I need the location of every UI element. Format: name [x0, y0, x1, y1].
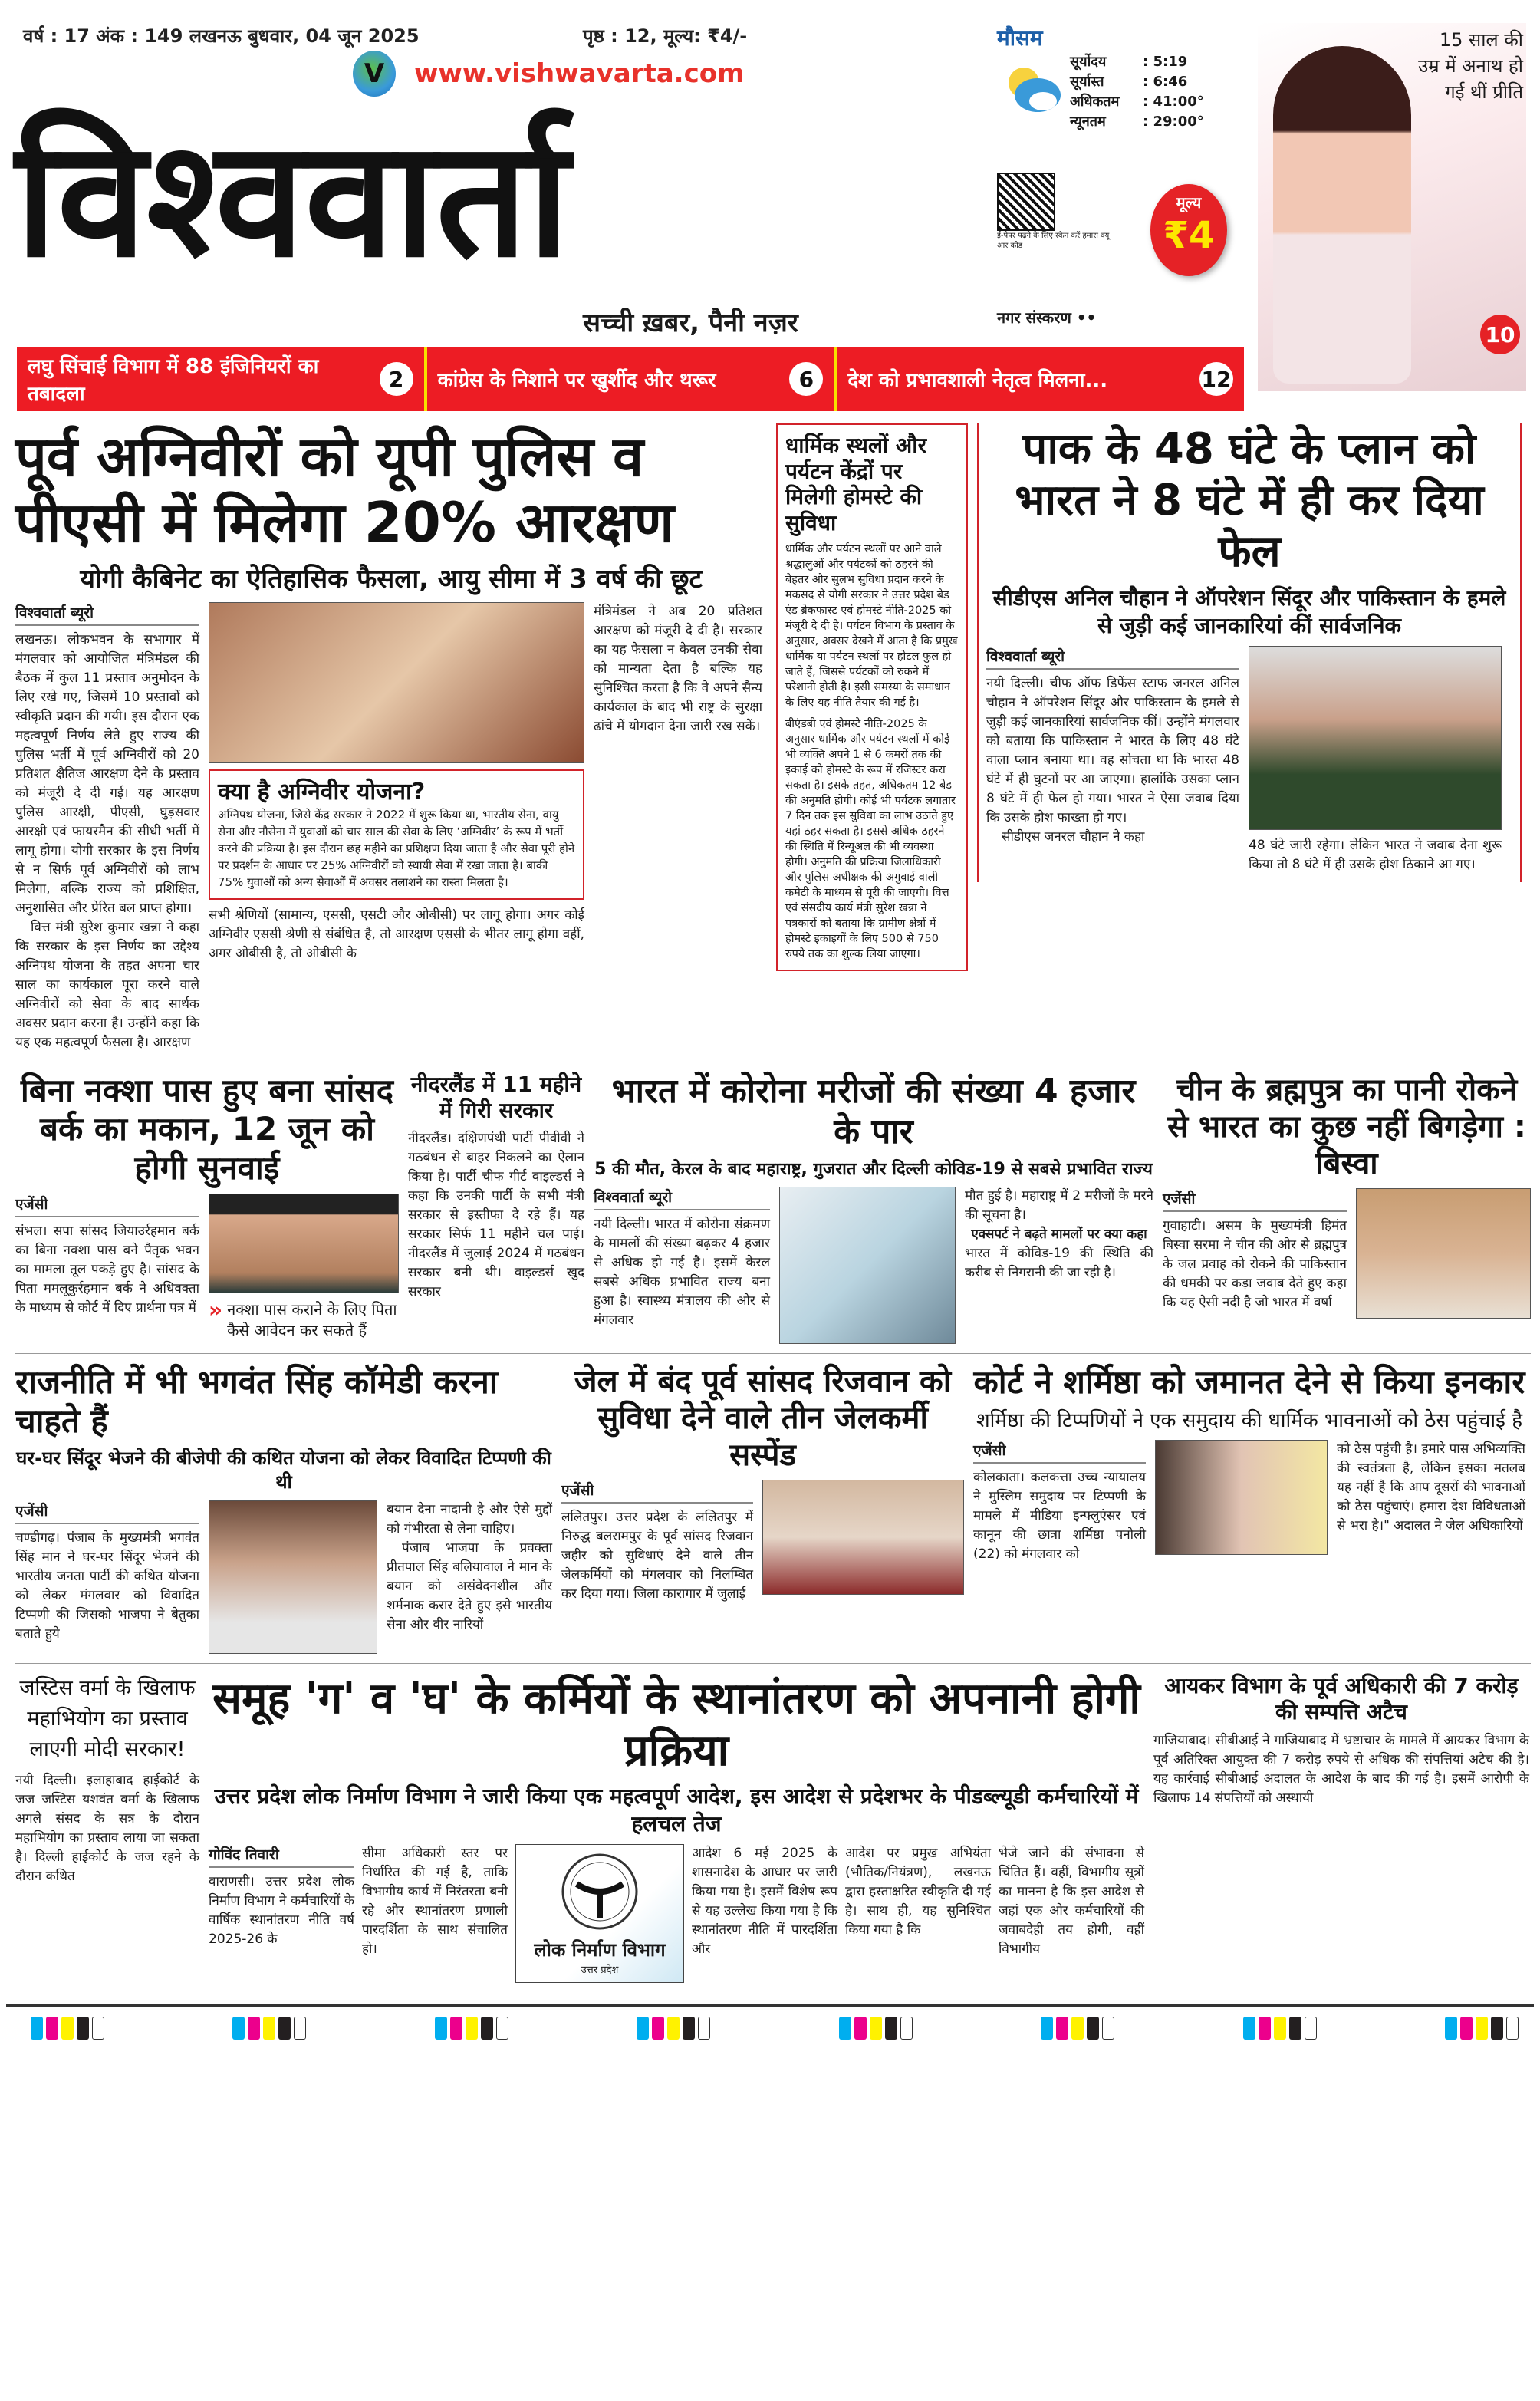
corona-story — [594, 1072, 1153, 1344]
pwd-story — [209, 1673, 1144, 1983]
article-paragraph: बयान देना नादानी है और ऐसे मुद्दों को गंभीरता से लेना चाहिए। — [387, 1502, 552, 1537]
qr-code-icon — [997, 173, 1055, 231]
article-paragraph: सीमा अधिकारी स्तर पर निर्धारित की गई है, ताकि विभागीय कार्य में निरंतरता बनी रहे और स्थानांतरण प्रणाली पारदर्शिता के साथ संचालित हो। — [362, 1846, 508, 1958]
celebrity-teaser[interactable] — [1258, 23, 1526, 391]
article-paragraph: गुवाहाटी। असम के मुख्यमंत्री हिमंत बिस्वा सरमा ने चीन की ओर से ब्रह्मपुत्र के जल प्रवाह को रोकने की पाकिस्तान की धमकी पर कड़ा जवाब देते हुए कहा कि यह ऐसी नदी है जो भारत में वर्षा — [1163, 1217, 1347, 1310]
netherlands-headline: नीदरलैंड में 11 महीने में गिरी सरकार — [410, 1071, 582, 1123]
byline: विश्ववार्ता ब्यूरो — [986, 646, 1239, 670]
weather-panel — [997, 23, 1235, 132]
teaser-page-number: 10 — [1480, 315, 1520, 354]
ticker-item[interactable] — [17, 347, 427, 411]
article-paragraph: सीडीएस जनरल चौहान ने कहा — [1002, 829, 1145, 845]
registration-marks — [0, 2007, 1540, 2055]
row-second — [15, 1062, 1531, 1353]
byline: गोविंद तिवारी — [209, 1844, 354, 1868]
cmyk-color-bar-icon — [435, 2017, 508, 2040]
celebrity-photo — [1273, 46, 1411, 384]
pwd-logo — [515, 1844, 684, 1983]
rizwan-photo — [762, 1480, 964, 1595]
weather-title: मौसम — [997, 25, 1043, 51]
article-paragraph: मंत्रिमंडल ने अब 20 प्रतिशत आरक्षण को मंजूरी दे दी है। सरकार का यह फैसला न केवल उनकी सेवा को मान्यता देता है बल्कि यह सुनिश्चित करता है कि वे अपने सैन्य कार्यकाल के बाद भी राष्ट्र के सुरक्षा ढांचे में योगदान देना जारी रख सकें। — [594, 603, 762, 734]
covid-lab-photo — [779, 1187, 956, 1344]
pak-subhead: सीडीएस अनिल चौहान ने ऑपरेशन सिंदूर और पाकिस्तान के हमले से जुड़ी कई जानकारियां कीं सार्वजनिक — [992, 585, 1506, 638]
ticker-page: 12 — [1199, 362, 1233, 396]
byline: विश्ववार्ता ब्यूरो — [15, 602, 199, 626]
logo-letter: V — [364, 58, 385, 89]
cds-chauhan-photo — [1249, 646, 1502, 830]
weather-row: अधिकतम : 41:00° — [1070, 94, 1204, 110]
article-paragraph: लखनऊ। लोकभवन के सभागार में मंगलवार को आयोजित मंत्रिमंडल की बैठक में कुल 11 प्रस्ताव अनुमोदन के लिए रखे गए, जिसमें 10 प्रस्तावों को स्वीकृति प्रदान की गयी। इस दौरान एक महत्वपूर्ण निर्णय लेते हुए राज्य की पुलिस भर्ती में पूर्व अग्निवीरों को 20 प्रतिशत क्षैतिज आरक्षण देने के प्रस्ताव को मंजूरी दे दी गई। यह आरक्षण पुलिस आरक्षी, पीएसी, घुड़सवार आरक्षी एवं फायरमैन की सीधी भर्ती में लागू होगा। योगी सरकार के इस निर्णय से न सिर्फ पूर्व अग्निवीरों को लाभ मिलेगा, बल्कि राज्य को प्रशिक्षित, अनुशासित और प्रेरित बल प्राप्त होगा। — [15, 631, 199, 916]
page-header — [0, 0, 1540, 407]
article-paragraph: नयी दिल्ली। भारत में कोरोना संक्रमण के मामलों की संख्या बढ़कर 4 हजार से अधिक हो गई है। इसमें केरल सबसे अधिक प्रभावित राज्य बना हुआ है। स्वास्थ्य मंत्रालय की ओर से मंगलवार — [594, 1217, 770, 1329]
ticker-text: देश को प्रभावशाली नेतृत्व मिलना... — [847, 369, 1108, 392]
article-paragraph: वाराणसी। उत्तर प्रदेश लोक निर्माण विभाग ने कर्मचारियों के वार्षिक स्थानांतरण नीति वर्ष 2025-26 के — [209, 1874, 354, 1948]
ticker-page: 6 — [789, 362, 823, 396]
sun-cloud-icon — [1001, 61, 1062, 115]
sharmishtha-headline: कोर्ट ने शर्मिष्ठा को जमानत देने से किया इनकार — [973, 1363, 1525, 1401]
teaser-caption: 15 साल की उम्र में अनाथ हो गई थीं प्रीति — [1418, 29, 1523, 103]
weather-row: सूर्योदय : 5:19 — [1070, 54, 1188, 70]
incometax-headline: आयकर विभाग के पूर्व अधिकारी की 7 करोड़ की सम्पत्ति अटैच — [1164, 1673, 1519, 1724]
barq-headline: बिना नक्शा पास हुए बना सांसद बर्क का मकान, 12 जून को होगी सुनवाई — [20, 1071, 394, 1187]
byline: विश्ववार्ता ब्यूरो — [594, 1187, 770, 1210]
china-story — [1163, 1072, 1531, 1319]
jail-headline: जेल में बंद पूर्व सांसद रिजवान को सुविधा देने वाले तीन जेलकर्मी सस्पेंड — [574, 1364, 952, 1474]
article-paragraph: आदेश 6 मई 2025 के शासनादेश के आधार पर जारी किया गया है। इसमें विशेष रूप से यह उल्लेख किया गया है कि स्थानांतरण नीति में पारदर्शिता और — [692, 1846, 837, 1958]
double-chevron-icon: » — [209, 1297, 223, 1323]
varma-headline: जस्टिस वर्मा के खिलाफ महाभियोग का प्रस्ताव लाएगी मोदी सरकार! — [19, 1676, 196, 1762]
article-subheading: एक्सपर्ट ने बढ़ते मामलों पर क्या कहा — [971, 1227, 1147, 1243]
article-paragraph: मौत हुई है। महाराष्ट्र में 2 मरीजों के मरने की सूचना है। — [965, 1188, 1153, 1224]
weather-row: सूर्यास्त : 6:46 — [1070, 74, 1188, 90]
website-link[interactable]: www.vishwavarta.com — [414, 58, 745, 89]
cmyk-color-bar-icon — [1243, 2017, 1317, 2040]
cmyk-color-bar-icon — [31, 2017, 104, 2040]
article-paragraph: सभी श्रेणियों (सामान्य, एससी, एसटी और ओबीसी) पर लागू होगा। अगर कोई अग्निवीर एससी श्रेणी से संबंधित है, तो आरक्षण एससी के भीतर लागू होगा वहीं, अगर ओबीसी है, तो ओबीसी के — [209, 907, 584, 961]
pull-quote-text: नक्शा पास कराने के लिए पिता कैसे आवेदन कर सकते हैं — [227, 1300, 397, 1340]
page-price-info: पृष्ठ : 12, मूल्य: ₹4/- — [583, 25, 748, 47]
byline: एजेंसी — [973, 1440, 1146, 1464]
issue-info: वर्ष : 17 अंक : 149 लखनऊ बुधवार, 04 जून 2025 — [23, 25, 420, 47]
china-headline: चीन के ब्रह्मपुत्र का पानी रोकने से भारत का कुछ नहीं बिगड़ेगा : बिस्वा — [1167, 1072, 1526, 1181]
cmyk-color-bar-icon — [232, 2017, 306, 2040]
logo-title: लोक निर्माण विभाग — [534, 1939, 666, 1961]
edition-label: नगर संस्करण •• — [997, 308, 1097, 327]
article-paragraph: चण्डीगढ़। पंजाब के मुख्यमंत्री भगवंत सिंह मान ने घर-घर सिंदूर भेजने की भारतीय जनता पार्टी की कथित योजना को लेकर मंगलवार को विवादित टिप्पणी की जिसको भाजपा ने बेतुका बताते हुये — [15, 1530, 199, 1642]
pwd-subhead: उत्तर प्रदेश लोक निर्माण विभाग ने जारी किया एक महत्वपूर्ण आदेश, इस आदेश से प्रदेशभर के पीडब्ल्यूडी कर्मचारियों में हलचल तेज — [214, 1783, 1139, 1837]
byline: एजेंसी — [1163, 1188, 1347, 1212]
article-paragraph: नयी दिल्ली। चीफ ऑफ डिफेंस स्टाफ जनरल अनिल चौहान ने ऑपरेशन सिंदूर और पाकिस्तान के हमले से जुड़ी कई जानकारियां सार्वजनिक कीं। उन्होंने मंगलवार को बताया कि पाकिस्तान ने भारत के लिए 48 घंटे वाला प्लान बनाया था। वह सोचता था कि भारत 48 घंटे में ही घुटनों पर आ जाएगा। हालांकि उसका प्लान 8 घंटे में ही फेल हो गया। भारत ने ऐसा जवाब दिया कि उसके होश फाख्ता हो गए। — [986, 676, 1239, 826]
article-paragraph: भारत में कोविड-19 की स्थिति की करीब से निगरानी की जा रही है। — [965, 1246, 1153, 1281]
article-paragraph: संभल। सपा सांसद जियाउर्रहमान बर्क का बिना नक्शा पास बने पैतृक भवन का मामला तूल पकड़े हुए है। सांसद के पिता ममलूकुर्रहमान बर्क ने अधिवक्ता के माध्यम से कोर्ट में दिए प्रार्थना पत्र में — [15, 1224, 199, 1316]
row-fourth — [15, 1663, 1531, 1992]
cmyk-color-bar-icon — [1041, 2017, 1114, 2040]
vij-photo — [209, 1500, 377, 1654]
ticker-item[interactable] — [837, 347, 1244, 411]
weather-row: न्यूनतम : 29:00° — [1070, 114, 1204, 130]
box-text: अग्निपथ योजना, जिसे केंद्र सरकार ने 2022 में शुरू किया था, भारतीय सेना, वायु सेना और नौसेना में युवाओं को चार साल की सेवा के लिए ‘अग्निवीर’ के रूप में भर्ती करने की प्रक्रिया है। इस दौरान छह महीने का प्रशिक्षण दिया जाता है और सेवा पूरी होने पर प्रदर्शन के आधार पर 25% अग्निवीरों को स्थायी सेवा में रखा जाता है। बाकी 75% युवाओं को अन्य सेवाओं में अवसर तलाशने का रास्ता मिलता है। — [218, 807, 575, 889]
qr-caption: ई-पेपर पढ़ने के लिए स्कैन करें हमारा क्यू आर कोड — [997, 232, 1110, 250]
mann-subhead: घर-घर सिंदूर भेजने की बीजेपी की कथित योजना को लेकर विवादित टिप्पणी की थी — [16, 1447, 551, 1494]
sharmishtha-photo — [1155, 1440, 1328, 1555]
article-paragraph: को ठेस पहुंची है। हमारे पास अभिव्यक्ति की स्वतंत्रता है, लेकिन इसका मतलब यह नहीं है कि आप दूसरों की भावनाओं को ठेस पहुंचाएं। हमारा देश विविधताओं से भरा है।" अदालत ने जेल अधिकारियों — [1337, 1441, 1525, 1534]
mann-story — [15, 1363, 552, 1654]
sharmishtha-story — [973, 1363, 1525, 1564]
row-third — [15, 1353, 1531, 1663]
ticker-text: कांग्रेस के निशाने पर खुर्शीद और थरूर — [437, 369, 716, 392]
article-paragraph: वित्त मंत्री सुरेश कुमार खन्ना ने कहा कि सरकार के इस निर्णय का उद्देश्य अग्निपथ योजना के तहत अपना चार साल का कार्यकाल पूरा करने वाले अग्निवीरों को सेवा के बाद सार्थक अवसर प्रदान करना है। उन्होंने कहा कि यह एक महत्वपूर्ण फैसला है। आरक्षण — [15, 919, 199, 1050]
lead-story — [15, 423, 767, 1052]
article-paragraph: बीएंडबी एवं होमस्टे नीति-2025 के अनुसार धार्मिक और पर्यटन स्थलों में कोई भी व्यक्ति अपने 1 से 6 कमरों तक की इकाई को होमस्टे के रूप में रजिस्टर करा सकता है। इसके तहत, अधिकतम 12 बेड की अनुमति होगी। कोई भी पर्यटक लगातार 7 दिन तक इस सुविधा का लाभ उठाते हुए यहां ठहर सकता है। इससे अधिक ठहरने की स्थिति में रिन्यूअल की भी व्यवस्था होगी। अनुमति की प्रक्रिया जिलाधिकारी और पुलिस अधीक्षक की अगुवाई वाली कमेटी के माध्यम से पूरी की जाएगी। वित्त एवं संसदीय कार्य मंत्री सुरेश खन्ना ने पत्रकारों को बताया कि ग्रामीण क्षेत्रों में होमस्टे इकाइयों के लिए 500 से 750 रुपये तक का शुल्क लिया जाएगा। — [785, 718, 956, 961]
pak-headline: पाक के 48 घंटे के प्लान को भारत ने 8 घंटे में ही कर दिया फेल — [1015, 424, 1484, 578]
article-paragraph: नीदरलैंड। दक्षिणपंथी पार्टी पीवीवी ने गठबंधन से बाहर निकलने का ऐलान किया है। पार्टी चीफ गीर्ट वाइल्डर्स ने कहा कि उनकी पार्टी के सभी मंत्री सरकार से इस्तीफा दे रहे हैं। यह सरकार सिर्फ 11 महीने चल पाई। नीदरलैंड में जुलाई 2024 में गठबंधन सरकार बनी थी। वाइल्डर्स खुद सरकार — [408, 1131, 584, 1300]
mann-headline: राजनीति में भी भगवंत सिंह कॉमेडी करना चाहते हैं — [15, 1363, 498, 1440]
article-paragraph: भेजे जाने की संभावना से चिंतित हैं। वहीं, विभागीय सूत्रों का मानना है कि इस आदेश से जहां एक ओर कर्मचारियों की जवाबदेही तय होगी, वहीं विभागीय — [999, 1846, 1144, 1958]
article-paragraph: कोलकाता। कलकत्ता उच्च न्यायालय ने मुस्लिम समुदाय पर टिप्पणी के मामले में मीडिया इन्फ्लुएंसर एवं कानून की छात्रा शर्मिष्ठा पनोली (22) को मंगलवार को — [973, 1470, 1146, 1563]
tagline: सच्ची ख़बर, पैनी नज़र — [583, 308, 798, 338]
box-title: क्या है अग्निवीर योजना? — [218, 778, 426, 805]
row-top-stories — [15, 414, 1531, 1062]
sharmishtha-subhead: शर्मिष्ठा की टिप्पणियों ने एक समुदाय की धार्मिक भावनाओं को ठेस पहुंचाई है — [976, 1408, 1523, 1432]
byline: एजेंसी — [15, 1194, 199, 1217]
lead-headline: पूर्व अग्निवीरों को यूपी पुलिस व पीएसी में मिलेगा 20% आरक्षण — [15, 424, 674, 555]
ticker-bar — [17, 347, 1244, 411]
pwd-headline: समूह 'ग' व 'घ' के कर्मियों के स्थानांतरण को अपनानी होगी प्रक्रिया — [212, 1674, 1140, 1776]
incometax-story — [1153, 1673, 1529, 1807]
netherlands-story — [408, 1072, 584, 1302]
ticker-text: लघु सिंचाई विभाग में 88 इंजिनियरों का तबादला — [28, 355, 319, 406]
cmyk-color-bar-icon — [839, 2017, 913, 2040]
cmyk-color-bar-icon — [637, 2017, 710, 2040]
varma-story — [15, 1673, 199, 1886]
pak-story — [977, 423, 1522, 882]
article-paragraph: ललितपुर। उत्तर प्रदेश के ललितपुर में निरुद्ध बलरामपुर के पूर्व सांसद रिजवान जहीर को सुविधाएं देने वाले तीन जेलकर्मियों को मंगलवार को निलम्बित कर दिया गया। जिला कारागार में जुलाई — [561, 1510, 753, 1602]
pull-quote — [209, 1299, 399, 1341]
corona-headline: भारत में कोरोना मरीजों की संख्या 4 हजार के पार — [611, 1071, 1136, 1151]
article-paragraph: नयी दिल्ली। इलाहाबाद हाईकोर्ट के जज जस्टिस यशवंत वर्मा के खिलाफ अगले संसद के सत्र के दौरान महाभियोग का प्रस्ताव लाया जा सकता है। दिल्ली हाईकोर्ट के जज रहने के दौरान कथित — [15, 1773, 199, 1885]
barq-story — [15, 1072, 399, 1341]
article-paragraph: पंजाब भाजपा के प्रवक्ता प्रीतपाल सिंह बलियावाल ने मान के बयान को असंवेदनशील और शर्मनाक करार देते हुए इसे भारतीय सेना और वीर नारियों — [387, 1540, 552, 1633]
cmyk-color-bar-icon — [1445, 2017, 1519, 2040]
agniveer-info-box — [209, 769, 584, 900]
price-badge: मूल्य ₹4 — [1150, 184, 1227, 276]
article-paragraph: आदेश पर प्रमुख अभियंता (भौतिक/नियंत्रण), लखनऊ द्वारा हस्ताक्षरित स्वीकृति दी गई है। साथ ही, यह सुनिश्चित किया गया है कि — [845, 1846, 991, 1938]
masthead-title: विश्ववार्ता — [15, 105, 570, 293]
lead-subhead: योगी कैबिनेट का ऐतिहासिक फैसला, आयु सीमा में 3 वर्ष की छूट — [80, 563, 703, 594]
news-body — [0, 407, 1540, 1992]
himanta-photo — [1356, 1188, 1531, 1319]
ticker-page: 2 — [380, 362, 413, 396]
up-emblem-icon — [558, 1849, 642, 1934]
barq-photo — [209, 1194, 399, 1293]
brand-row — [353, 51, 745, 97]
byline: एजेंसी — [15, 1500, 199, 1524]
homestay-headline: धार्मिक स्थलों और पर्यटन केंद्रों पर मिलेगी होमस्टे की सुविधा — [785, 433, 927, 535]
globe-logo-icon — [353, 51, 396, 97]
cabinet-meeting-photo — [209, 602, 584, 763]
logo-subtitle: उत्तर प्रदेश — [581, 1965, 619, 1977]
ticker-item[interactable] — [427, 347, 837, 411]
homestay-box — [776, 423, 968, 971]
article-paragraph: गाजियाबाद। सीबीआई ने गाजियाबाद में भ्रष्टाचार के मामले में आयकर विभाग के पूर्व अतिरिक्त आयुक्त की 7 करोड़ रुपये से अधिक की संपत्तियां अटैच की है। यह कार्रवाई सीबीआई अदालत के आदेश के बाद की गई है। इसमें आरोपी के खिलाफ 14 संपत्तियों को अस्थायी — [1153, 1732, 1529, 1806]
article-paragraph: 48 घंटे जारी रहेगा। लेकिन भारत ने जवाब देना शुरू किया तो 8 घंटे में ही उसके होश ठिकाने आ गए। — [1249, 838, 1502, 873]
byline: एजेंसी — [561, 1480, 753, 1504]
article-paragraph: धार्मिक और पर्यटन स्थलों पर आने वाले श्रद्धालुओं और पर्यटकों को ठहरने की बेहतर और सुलभ सुविधा प्रदान करने के मकसद से योगी सरकार ने उत्तर प्रदेश बेड एंड ब्रेकफास्ट एवं होमस्टे नीति-2025 को मंजूरी दे दी है। पर्यटन विभाग के प्रस्ताव के अनुसार, अक्सर देखने में आता है कि प्रमुख धार्मिक या पर्यटन स्थलों पर होटल फुल हो जाते हैं, जिससे पर्यटकों को रुकने में परेशानी होती है। इसी समस्या के समाधान के लिए यह नीति तैयार की गई है। — [785, 543, 958, 710]
qr-code[interactable] — [997, 173, 1112, 251]
jail-story — [561, 1363, 964, 1604]
corona-subhead: 5 की मौत, केरल के बाद महाराष्ट्र, गुजरात और दिल्ली कोविड-19 से सबसे प्रभावित राज्य — [594, 1159, 1153, 1179]
